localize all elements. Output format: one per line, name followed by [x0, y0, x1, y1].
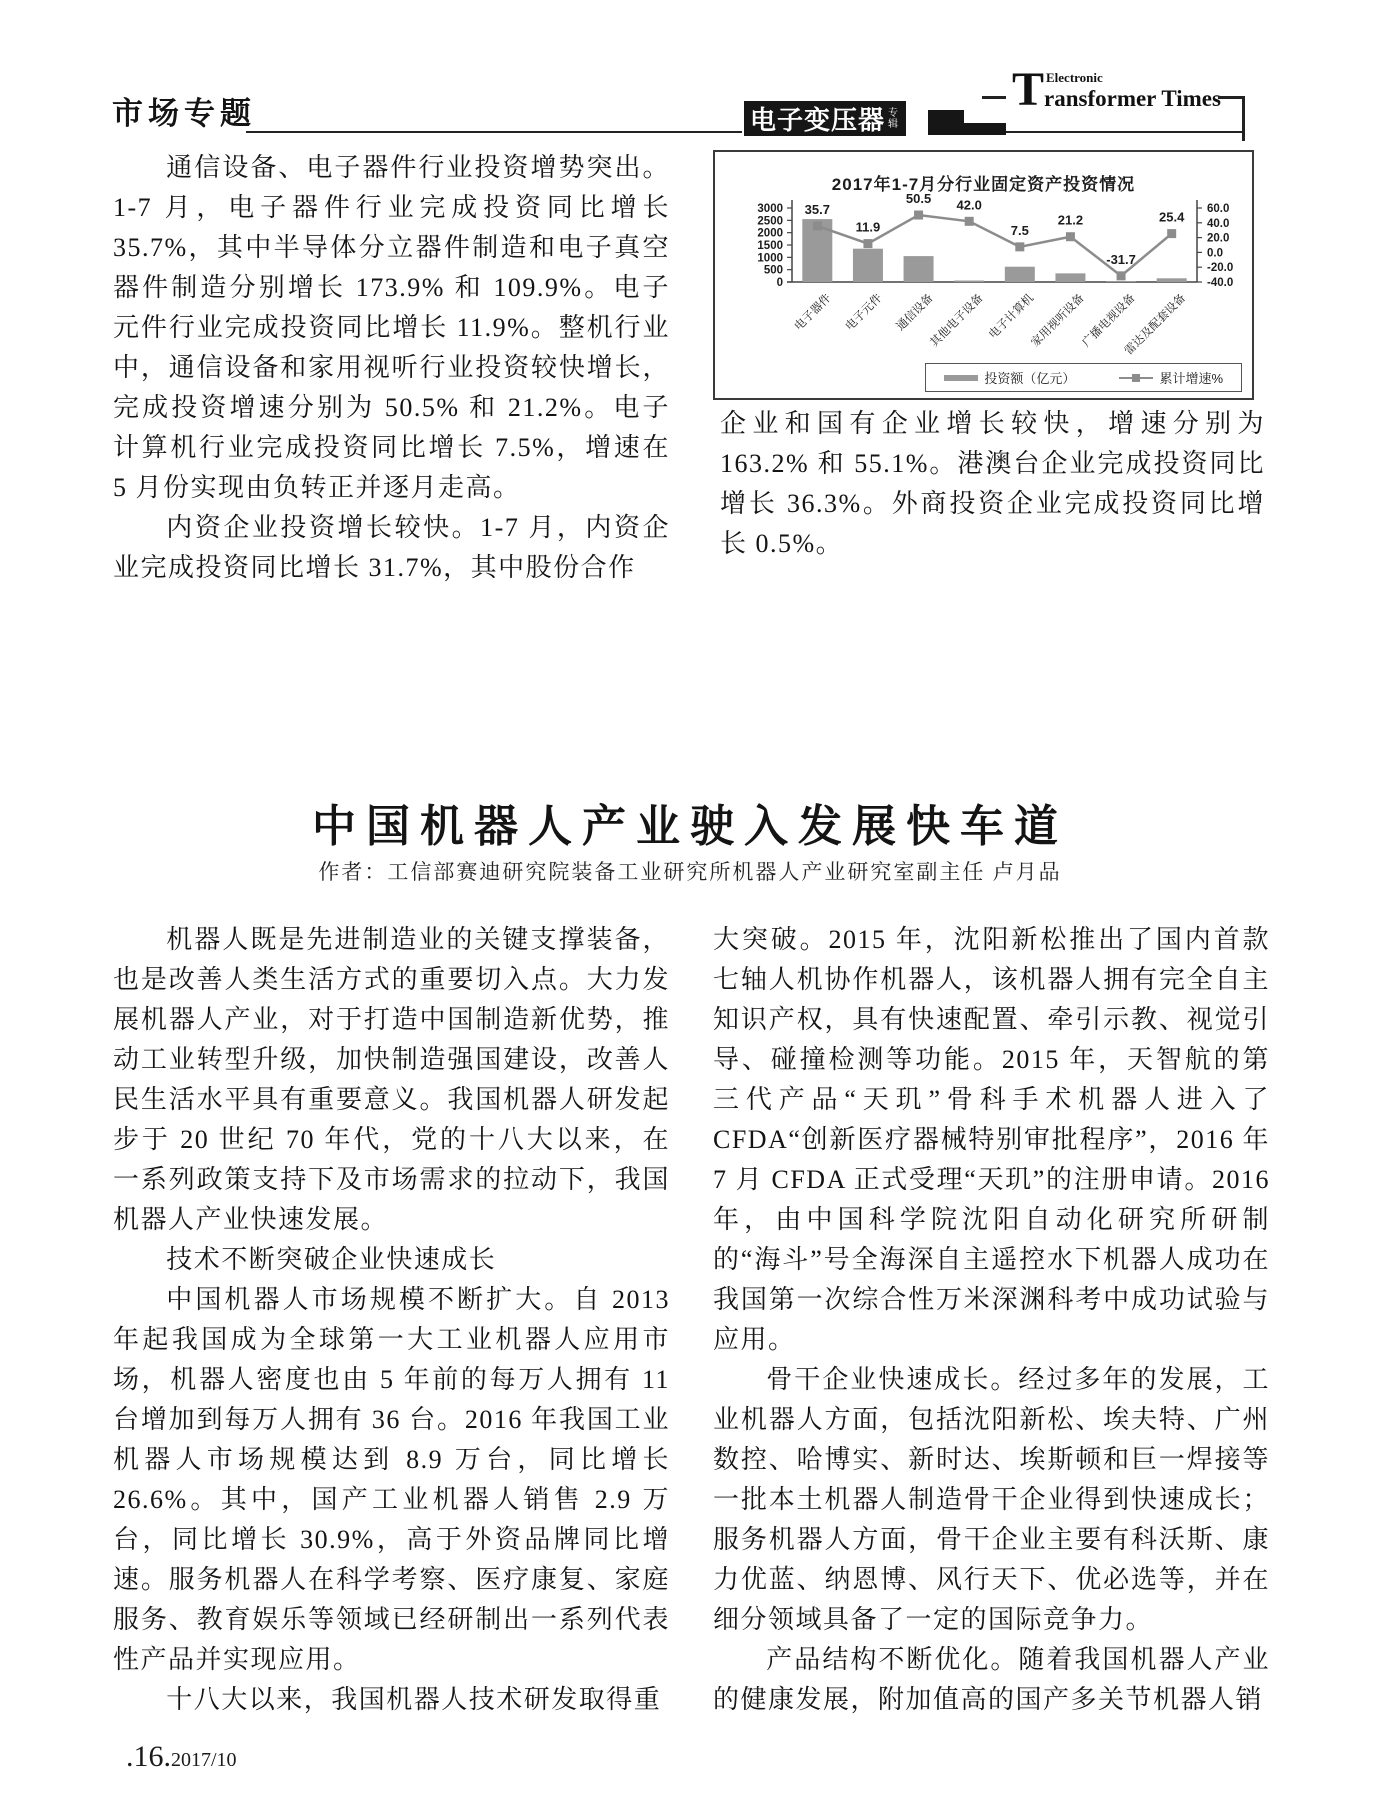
- legend-label: 累计增速%: [1159, 371, 1223, 386]
- article-left-column: [113, 920, 670, 1720]
- chart: [713, 150, 1254, 400]
- paragraph: 十八大以来，我国机器人技术研发取得重: [166, 1685, 662, 1714]
- issue-label: 2017/10: [171, 1749, 237, 1771]
- data-label: 42.0: [956, 197, 982, 213]
- right-axis-tick-label: 20.0: [1207, 232, 1230, 245]
- logo-transformer-times-text: ransformer Times: [1044, 86, 1221, 111]
- category-label: 电子器件: [792, 292, 834, 334]
- article-author: 作者：工信部赛迪研究院装备工业研究所机器人产业研究室副主任 卢月品: [318, 860, 1062, 884]
- paragraph: 大突破。2015 年，沈阳新松推出了国内首款七轴人机协作机器人，该机器人拥有完全自主知识产权，具有快速配置、牵引示教、视觉引导、碰撞检测等功能。2015 年，天智航的第三代产品“天玑”骨科手术机器人进入了 CFDA“创新医疗器械特别审批程序”，2016 年 7 月 CFDA 正式受理“天玑”的注册申请。2016 年，由中国科学院沈阳自动化研究所研制的“海斗”号全海深自主遥控水下机器人成功在我国第一次综合性万米深渊科考中成功试验与应用。: [713, 925, 1270, 1354]
- paragraph: 机器人既是先进制造业的关键支撑装备，也是改善人类生活方式的重要切入点。大力发展机器人产业，对于打造中国制造新优势，推动工业转型升级，加快制造强国建设，改善人民生活水平具有重要意义。我国机器人研发起步于 20 世纪 70 年代，党的十八大以来，在一系列政策支持下及市场需求的拉动下，我国机器人产业快速发展。: [113, 925, 670, 1234]
- badge-electronic-transformer: [744, 101, 906, 136]
- line-marker: [863, 239, 872, 248]
- category-label: 其他电子设备: [928, 292, 986, 350]
- data-label: -31.7: [1106, 251, 1136, 267]
- line-marker: [965, 217, 974, 226]
- legend-item-growth: [1119, 368, 1223, 387]
- bar: [1055, 273, 1085, 282]
- line-marker: [914, 211, 923, 220]
- data-label: 11.9: [855, 219, 881, 235]
- data-label: 7.5: [1010, 222, 1029, 238]
- left-axis-tick-label: 1500: [757, 240, 783, 252]
- badge-title: 电子变压器: [750, 105, 886, 135]
- category-label: 电子计算机: [987, 292, 1037, 342]
- left-axis-tick-label: 1000: [757, 252, 783, 265]
- right-axis-tick-label: 0.0: [1207, 247, 1223, 260]
- data-label: 25.4: [1159, 209, 1185, 225]
- paragraph: 中国机器人市场规模不断扩大。自 2013 年起我国成为全球第一大工业机器人应用市场，机器人密度也由 5 年前的每万人拥有 11 台增加到每万人拥有 36 台。2016 年我国工业机器人市场规模达到 8.9 万台，同比增长 26.6%。其中，国产工业机器人销售 2.9 万台，同比增长 30.9%，高于外资品牌同比增速。服务机器人在科学考察、医疗康复、家庭服务、教育娱乐等领域已经研制出一系列代表性产品并实现应用。: [113, 1285, 670, 1674]
- paragraph: 骨干企业快速成长。经过多年的发展，工业机器人方面，包括沈阳新松、埃夫特、广州数控、哈博实、新时达、埃斯顿和巨一焊接等一批本土机器人制造骨干企业得到快速成长；服务机器人方面，骨干企业主要有科沃斯、康力优蓝、纳恩博、风行天下、优必选等，并在细分领域具备了一定的国际竞争力。: [713, 1365, 1270, 1634]
- right-axis-tick-label: -40.0: [1207, 277, 1234, 289]
- line-marker: [1167, 229, 1176, 238]
- badge-step-1: [928, 110, 964, 123]
- header-rule-left: [246, 131, 742, 133]
- left-axis-tick-label: 3000: [757, 203, 783, 215]
- top-right-column: [720, 404, 1265, 564]
- right-axis-tick-label: 60.0: [1207, 203, 1230, 215]
- badge-subtitle: 专 辑: [888, 107, 899, 130]
- bar: [1157, 278, 1187, 282]
- logo-electronic-text: Electronic: [1046, 70, 1103, 85]
- header-rule-right: [1006, 131, 1244, 133]
- top-left-column: [113, 148, 670, 588]
- line-marker: [813, 221, 822, 230]
- bar-swatch-icon: [944, 375, 978, 381]
- paragraph: 内资企业投资增长较快。1-7 月，内资企业完成投资同比增长 31.7%，其中股份合作: [113, 513, 670, 582]
- line-marker: [1015, 242, 1024, 251]
- line-swatch-icon: [1119, 377, 1153, 379]
- left-axis-tick-label: 2000: [757, 227, 783, 240]
- page-footer: [126, 1740, 237, 1774]
- bar: [853, 249, 883, 282]
- category-label: 家用视听设备: [1029, 292, 1088, 350]
- right-axis-tick-label: -20.0: [1207, 262, 1234, 275]
- paragraph: 产品结构不断优化。随着我国机器人产业的健康发展，附加值高的国产多关节机器人销: [713, 1645, 1270, 1714]
- bar: [954, 281, 984, 282]
- logo-corner-line: [1218, 96, 1245, 141]
- left-axis-tick-label: 2500: [757, 215, 783, 228]
- data-label: 21.2: [1057, 212, 1084, 228]
- bar: [1005, 267, 1035, 282]
- category-label: 通信设备: [894, 292, 936, 334]
- paragraph: 通信设备、电子器件行业投资增势突出。1-7 月，电子器件行业完成投资同比增长 35.7%，其中半导体分立器件制造和电子真空器件制造分别增长 173.9% 和 109.9%。电子元件行业完成投资同比增长 11.9%。整机行业中，通信设备和家用视听行业投资较快增长，完成投资增速分别为 50.5% 和 21.2%。电子计算机行业完成投资同比增长 7.5%，增速在 5 月份实现由负转正并逐月走高。: [113, 153, 670, 502]
- paragraph: 技术不断突破企业快速成长: [166, 1245, 497, 1274]
- bar: [1106, 281, 1136, 282]
- line-marker: [1117, 271, 1126, 280]
- category-label: 广播电视设备: [1080, 292, 1138, 350]
- left-axis-tick-label: 0: [776, 277, 783, 289]
- article-title: 中国机器人产业驶入发展快车道: [312, 802, 1068, 851]
- logo-left-dash: [982, 96, 1006, 99]
- paragraph: 企业和国有企业增长较快，增速分别为 163.2% 和 55.1%。港澳台企业完成投资同比增长 36.3%。外商投资企业完成投资同比增长 0.5%。: [720, 409, 1265, 558]
- chart-plot: [715, 152, 1252, 398]
- right-axis-tick-label: 40.0: [1207, 217, 1230, 230]
- line-marker: [1066, 232, 1075, 241]
- chart-title: 2017年1-7月分行业固定资产投资情况: [831, 175, 1136, 194]
- legend-item-investment: [944, 368, 1075, 387]
- category-label: 电子元件: [843, 292, 885, 334]
- chart-legend: [925, 363, 1242, 392]
- badge-step-2: [928, 123, 1006, 135]
- page-number: .16.: [126, 1740, 171, 1773]
- data-label: 50.5: [905, 191, 932, 207]
- article-right-column: [713, 920, 1270, 1720]
- chart-canvas: [715, 152, 1252, 398]
- left-axis-tick-label: 500: [763, 264, 783, 277]
- section-label: 市场专题: [112, 96, 256, 131]
- data-label: 35.7: [804, 201, 830, 217]
- bar: [904, 256, 934, 282]
- logo-letter-t: T: [1012, 63, 1045, 116]
- category-label: 雷达及配套设备: [1122, 292, 1189, 358]
- legend-label: 投资额（亿元）: [984, 371, 1076, 386]
